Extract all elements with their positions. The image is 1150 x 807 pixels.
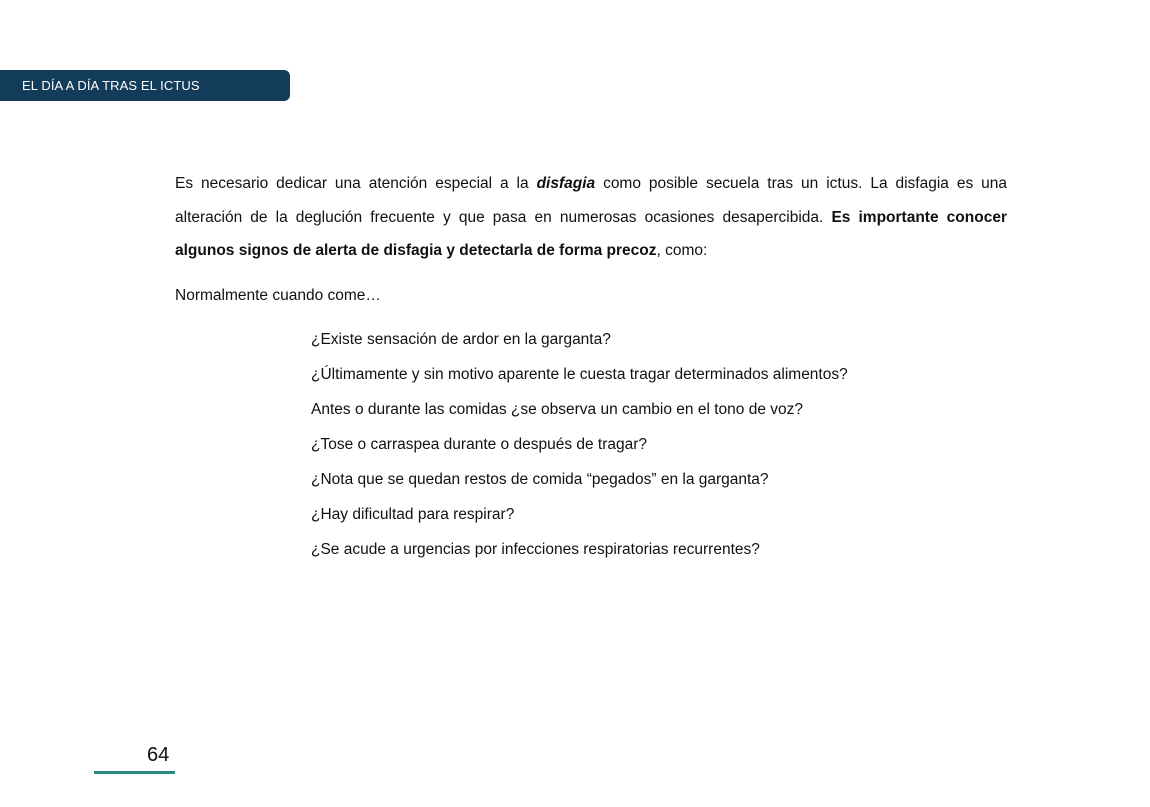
body-paragraph — [175, 167, 1007, 268]
emphasis-disfagia: disfagia — [536, 175, 596, 192]
questions-intro: Normalmente cuando come… — [175, 287, 381, 304]
warning-sign-item: Antes o durante las comidas ¿se observa un cambio en el tono de voz? — [311, 401, 803, 418]
section-title: EL DÍA A DÍA TRAS EL ICTUS — [22, 78, 200, 93]
body-text-part-2: como posible secuela tras un ictus. La disfagia es una alteración de la deglución frecuente y que pasa en numerosas ocasiones desapercibida. — [175, 175, 1007, 226]
warning-sign-item: ¿Existe sensación de ardor en la garganta? — [311, 331, 611, 348]
warning-sign-item: ¿Hay dificultad para respirar? — [311, 506, 515, 523]
warning-sign-item: ¿Nota que se quedan restos de comida “pegados” en la garganta? — [311, 471, 769, 488]
page-number: 64 — [147, 744, 170, 766]
warning-signs-list — [311, 328, 848, 573]
body-text-part-1: Es necesario dedicar una atención especial a la — [175, 175, 537, 192]
page-number-underline — [94, 771, 175, 774]
warning-sign-item: ¿Últimamente y sin motivo aparente le cuesta tragar determinados alimentos? — [311, 366, 848, 383]
warning-sign-item: ¿Tose o carraspea durante o después de tragar? — [311, 436, 648, 453]
body-text-part-3: , como: — [656, 242, 708, 259]
bold-key-statement: Es importante conocer algunos signos de alerta de disfagia y detectarla de forma precoz — [175, 208, 1007, 259]
warning-sign-item: ¿Se acude a urgencias por infecciones respiratorias recurrentes? — [311, 541, 760, 558]
section-header-tab — [0, 70, 290, 101]
